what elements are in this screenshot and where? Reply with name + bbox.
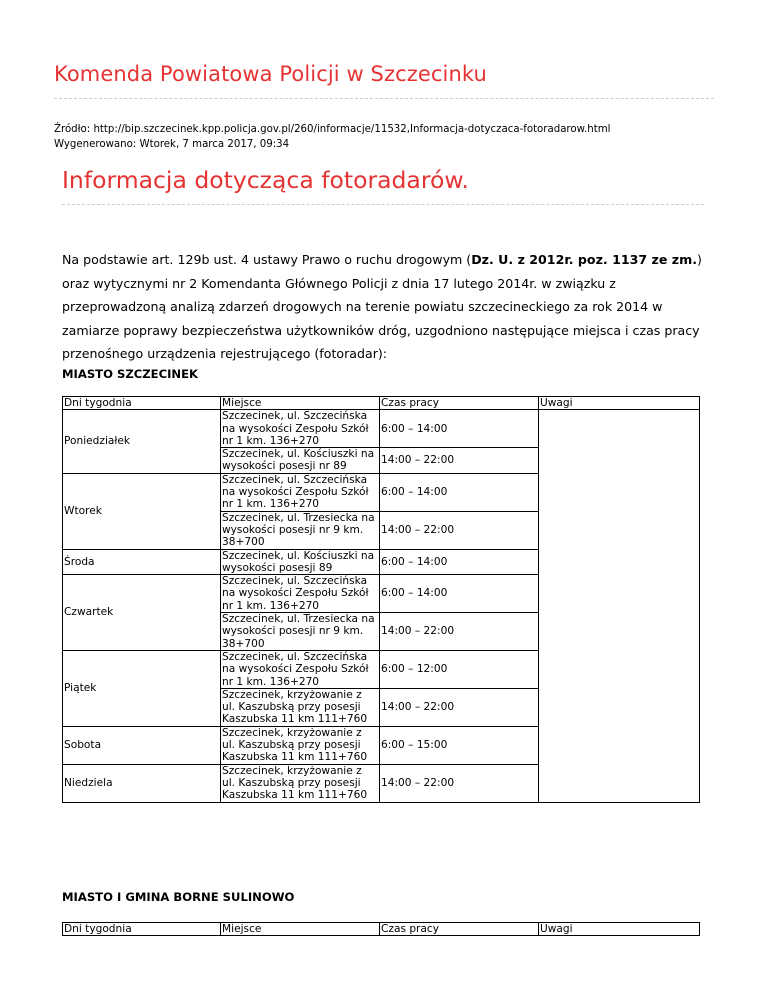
generated-line: Wygenerowano: Wtorek, 7 marca 2017, 09:34 [54,139,290,150]
notes-cell [539,410,700,802]
day-cell: Wtorek [63,473,221,549]
place-cell: Szczecinek, ul. Trzesiecka na wysokości posesji nr 9 km. 38+700 [221,511,380,549]
intro-text-after: ) oraz wytycznymi nr 2 Komendanta Głównego Policji z dnia 17 lutego 2014r. w związku z przeprowadzoną analizą zdarzeń drogowych na terenie powiatu szczecineckiego za rok 2014 w zamiarze poprawy bezpieczeństwa użytkowników dróg, uzgodniono następujące miejsca i czas pracy przenośnego urządzenia rejestrującego (fotoradar): [62,252,702,361]
site-title: Komenda Powiatowa Policji w Szczecinku [54,62,487,86]
heading-divider [62,204,704,205]
time-cell: 14:00 – 22:00 [380,448,539,474]
place-cell: Szczecinek, ul. Szczecińska na wysokości Zespołu Szkół nr 1 km. 136+270 [221,473,380,511]
header-divider [54,98,714,99]
place-cell: Szczecinek, ul. Kościuszki na wysokości posesji 89 [221,549,380,575]
section-title-szczecinek: MIASTO SZCZECINEK [62,367,198,381]
time-cell: 14:00 – 22:00 [380,764,539,802]
intro-paragraph [62,248,702,366]
day-cell: Sobota [63,726,221,764]
day-cell: Środa [63,549,221,575]
time-cell: 6:00 – 14:00 [380,473,539,511]
document-meta [54,122,610,152]
page-heading: Informacja dotycząca fotoradarów. [62,166,469,194]
place-cell: Szczecinek, ul. Szczecińska na wysokości Zespołu Szkół nr 1 km. 136+270 [221,650,380,688]
time-cell: 6:00 – 14:00 [380,575,539,613]
source-line: Źródło: http://bip.szczecinek.kpp.policja.gov.pl/260/informacje/11532,Informacja-dotyczaca-fotoradarow.html [54,124,611,135]
header-time: Czas pracy [380,397,539,410]
day-cell: Piątek [63,650,221,726]
table-row [63,410,700,448]
place-cell: Szczecinek, ul. Kościuszki na wysokości posesji nr 89 [221,448,380,474]
day-cell: Poniedziałek [63,410,221,473]
time-cell: 14:00 – 22:00 [380,511,539,549]
day-cell: Czwartek [63,575,221,651]
time-cell: 6:00 – 15:00 [380,726,539,764]
place-cell: Szczecinek, ul. Szczecińska na wysokości Zespołu Szkół nr 1 km. 136+270 [221,410,380,448]
header-day: Dni tygodnia [63,923,221,936]
header-time: Czas pracy [380,923,539,936]
place-cell: Szczecinek, ul. Szczecińska na wysokości Zespołu Szkół nr 1 km. 136+270 [221,575,380,613]
header-notes: Uwagi [539,397,700,410]
table-header-row [63,397,700,410]
place-cell: Szczecinek, ul. Trzesiecka na wysokości posesji nr 9 km. 38+700 [221,613,380,651]
table-header-row [63,923,700,936]
place-cell: Szczecinek, krzyżowanie z ul. Kaszubską przy posesji Kaszubska 11 km 111+760 [221,726,380,764]
time-cell: 6:00 – 14:00 [380,549,539,575]
schedule-table-borne-sulinowo [62,922,700,936]
section-title-borne-sulinowo: MIASTO I GMINA BORNE SULINOWO [62,890,295,904]
day-cell: Niedziela [63,764,221,802]
legal-reference: Dz. U. z 2012r. poz. 1137 ze zm. [471,252,698,267]
header-place: Miejsce [221,397,380,410]
header-place: Miejsce [221,923,380,936]
place-cell: Szczecinek, krzyżowanie z ul. Kaszubską przy posesji Kaszubska 11 km 111+760 [221,688,380,726]
place-cell: Szczecinek, krzyżowanie z ul. Kaszubską przy posesji Kaszubska 11 km 111+760 [221,764,380,802]
intro-text-before: Na podstawie art. 129b ust. 4 ustawy Prawo o ruchu drogowym ( [62,252,472,267]
schedule-table-szczecinek [62,396,700,803]
header-notes: Uwagi [539,923,700,936]
time-cell: 14:00 – 22:00 [380,688,539,726]
time-cell: 14:00 – 22:00 [380,613,539,651]
time-cell: 6:00 – 12:00 [380,650,539,688]
header-day: Dni tygodnia [63,397,221,410]
time-cell: 6:00 – 14:00 [380,410,539,448]
